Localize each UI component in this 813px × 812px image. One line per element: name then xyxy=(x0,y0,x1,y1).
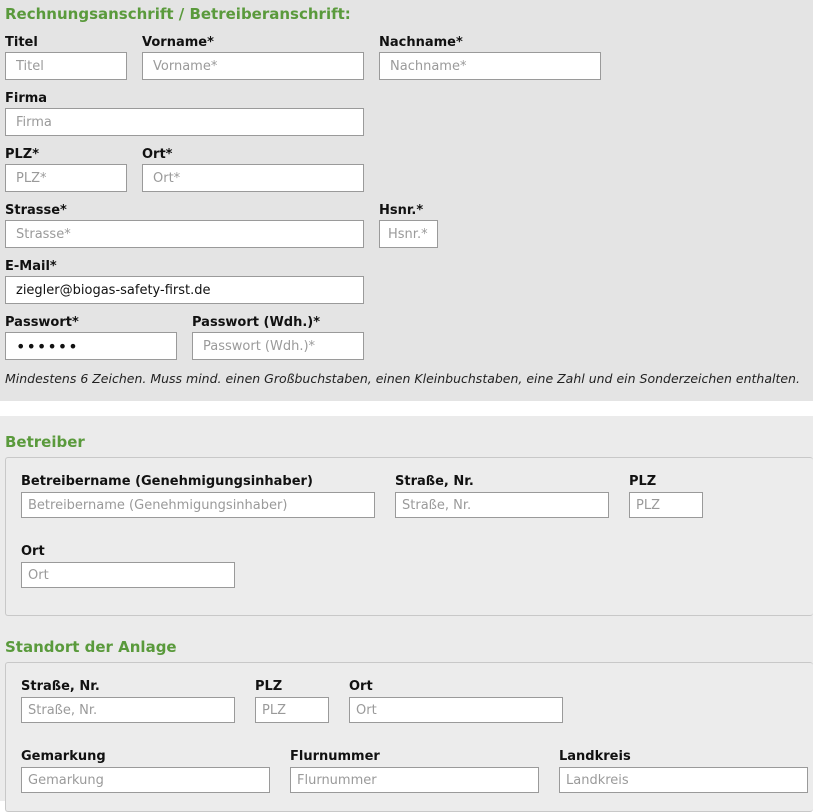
city-input[interactable] xyxy=(142,164,364,192)
site-county-label: Landkreis xyxy=(559,749,631,764)
password-input[interactable] xyxy=(5,332,177,360)
site-district-label: Gemarkung xyxy=(21,749,106,764)
operator-street-label: Straße, Nr. xyxy=(395,474,474,489)
first-name-label: Vorname* xyxy=(142,35,214,50)
site-county-input[interactable] xyxy=(559,767,808,793)
email-label: E-Mail* xyxy=(5,259,57,274)
operator-city-label: Ort xyxy=(21,544,45,559)
site-street-label: Straße, Nr. xyxy=(21,679,100,694)
site-parcel-label: Flurnummer xyxy=(290,749,380,764)
password-repeat-input[interactable] xyxy=(192,332,364,360)
operator-city-input[interactable] xyxy=(21,562,235,588)
site-district-input[interactable] xyxy=(21,767,270,793)
title-input[interactable] xyxy=(5,52,127,80)
billing-address-heading: Rechnungsanschrift / Betreiberanschrift: xyxy=(5,5,351,23)
street-label: Strasse* xyxy=(5,203,67,218)
operator-heading: Betreiber xyxy=(5,433,85,451)
site-zip-input[interactable] xyxy=(255,697,329,723)
password-label: Passwort* xyxy=(5,315,79,330)
operator-zip-input[interactable] xyxy=(629,492,703,518)
company-label: Firma xyxy=(5,91,48,106)
house-number-input[interactable] xyxy=(379,220,438,248)
site-city-input[interactable] xyxy=(349,697,563,723)
site-zip-label: PLZ xyxy=(255,679,283,694)
operator-name-input[interactable] xyxy=(21,492,375,518)
last-name-label: Nachname* xyxy=(379,35,463,50)
operator-name-label: Betreibername (Genehmigungsinhaber) xyxy=(21,474,313,489)
site-street-input[interactable] xyxy=(21,697,235,723)
site-heading: Standort der Anlage xyxy=(5,638,177,656)
zip-label: PLZ* xyxy=(5,147,40,162)
operator-zip-label: PLZ xyxy=(629,474,657,489)
city-label: Ort* xyxy=(142,147,173,162)
zip-input[interactable] xyxy=(5,164,127,192)
email-field[interactable] xyxy=(5,276,364,304)
password-repeat-label: Passwort (Wdh.)* xyxy=(192,315,321,330)
company-input[interactable] xyxy=(5,108,364,136)
operator-site-section xyxy=(0,416,813,801)
street-input[interactable] xyxy=(5,220,364,248)
house-number-label: Hsnr.* xyxy=(379,203,424,218)
operator-box xyxy=(5,457,813,616)
last-name-input[interactable] xyxy=(379,52,601,80)
title-label: Titel xyxy=(5,35,38,50)
site-box xyxy=(5,662,813,812)
password-hint: Mindestens 6 Zeichen. Muss mind. einen Großbuchstaben, einen Kleinbuchstaben, eine Zahl und ein Sonderzeichen enthalten. xyxy=(5,371,800,386)
site-city-label: Ort xyxy=(349,679,373,694)
operator-street-input[interactable] xyxy=(395,492,609,518)
site-parcel-input[interactable] xyxy=(290,767,539,793)
billing-address-section xyxy=(0,0,813,401)
first-name-input[interactable] xyxy=(142,52,364,80)
